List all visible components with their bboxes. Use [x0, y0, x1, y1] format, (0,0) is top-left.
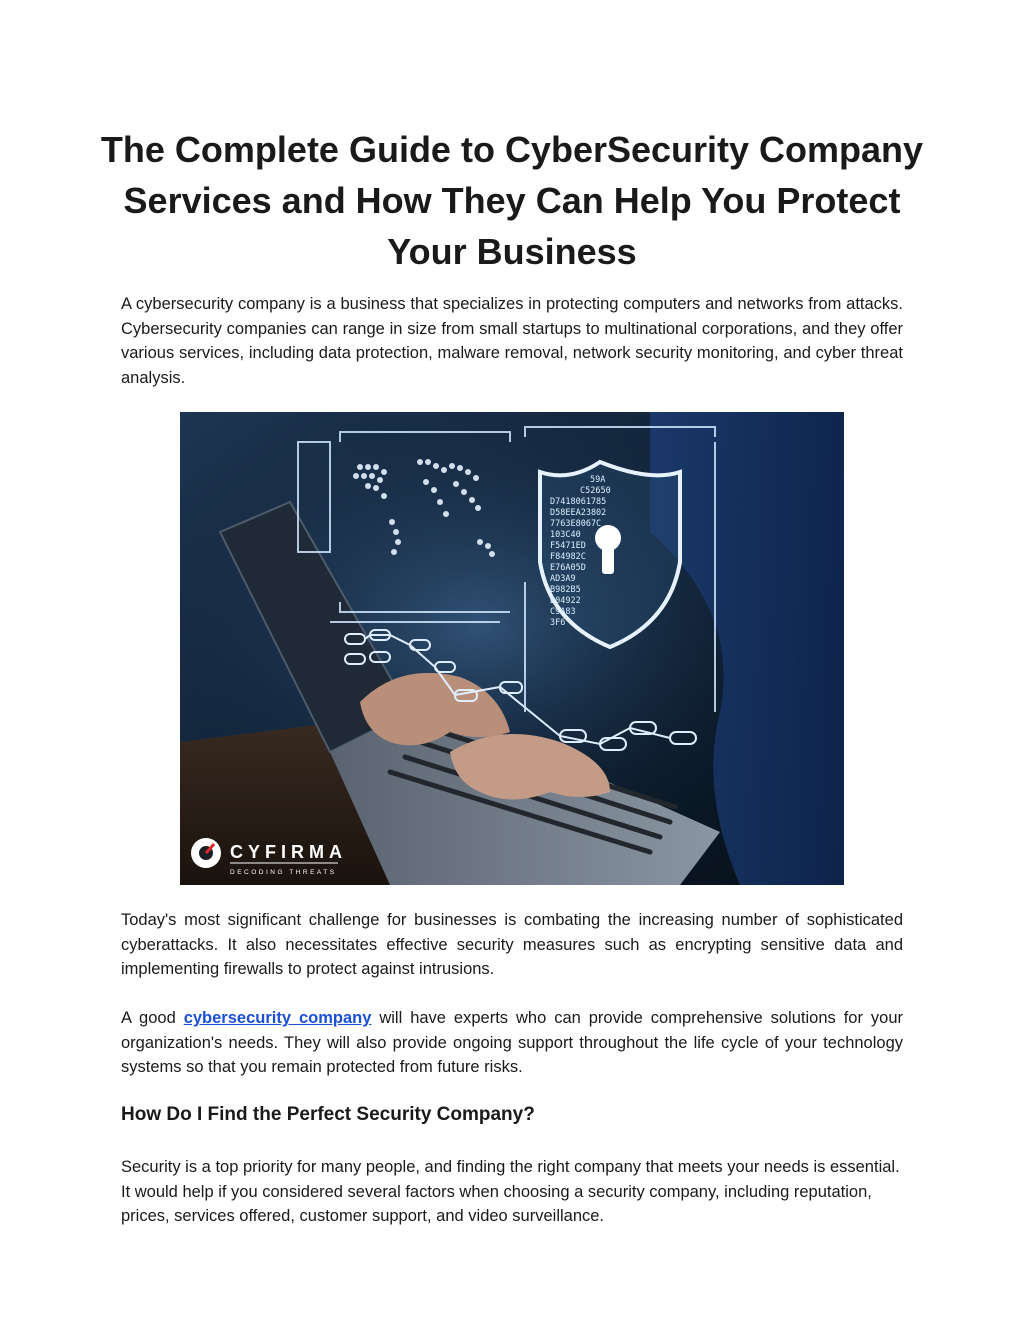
shield-code-line: F84982C: [550, 552, 586, 562]
section-heading: How Do I Find the Perfect Security Company?: [121, 1104, 535, 1125]
shield-code-line: B04922: [550, 596, 581, 606]
shield-code-line: D7418061785: [550, 497, 607, 507]
shield-code-line: C9A83: [550, 607, 576, 617]
shield-code-line: 103C40: [550, 530, 581, 540]
shield-code-line: D58EEA23802: [550, 508, 607, 518]
shield-code-line: E76A05D: [550, 563, 586, 573]
brand-name: CYFIRMA: [230, 842, 347, 862]
shield-code-line: B982B5: [550, 585, 581, 595]
good-company-suffix: will have experts who can provide comprehensive solutions for your organization's needs. They will also provide ongoing support throughout the life cycle of your technology systems so that you remain protected from future risks.: [121, 1009, 903, 1076]
hero-image: [180, 412, 844, 885]
good-company-prefix: A good: [121, 1009, 184, 1027]
page-title: The Complete Guide to CyberSecurity Company Services and How They Can Help You Protect Your Business: [100, 129, 924, 272]
cyfirma-logo: [191, 838, 221, 868]
cybersecurity-company-link[interactable]: cybersecurity company: [183, 1009, 372, 1027]
section-body-paragraph: Security is a top priority for many people, and finding the right company that meets your needs is essential. It would help if you considered several factors when choosing a security company, including reputation, prices, services offered, customer support, and video surveillance.: [121, 1158, 900, 1225]
shield-code-line: AD3A9: [550, 574, 576, 584]
shield-code-line: 7763E8067C: [550, 519, 602, 529]
shield-code-line: 59A: [590, 475, 606, 485]
good-company-paragraph: [121, 1006, 903, 1080]
intro-paragraph: A cybersecurity company is a business that specializes in protecting computers and networks from attacks. Cybersecurity companies can range in size from small startups to multinational corporations, and they offer various services, including data protection, malware removal, network security monitoring, and cyber threat analysis.: [121, 295, 903, 387]
shield-code-line: C52650: [580, 486, 611, 496]
brand-tagline: DECODING THREATS: [230, 869, 337, 876]
shield-code-line: 3F6: [550, 618, 566, 628]
challenge-paragraph: Today's most significant challenge for businesses is combating the increasing number of sophisticated cyberattacks. It also necessitates effective security measures such as encrypting sensitive data and implementing firewalls to protect against intrusions.: [121, 911, 903, 978]
shield-code-line: F5471ED: [550, 541, 586, 551]
